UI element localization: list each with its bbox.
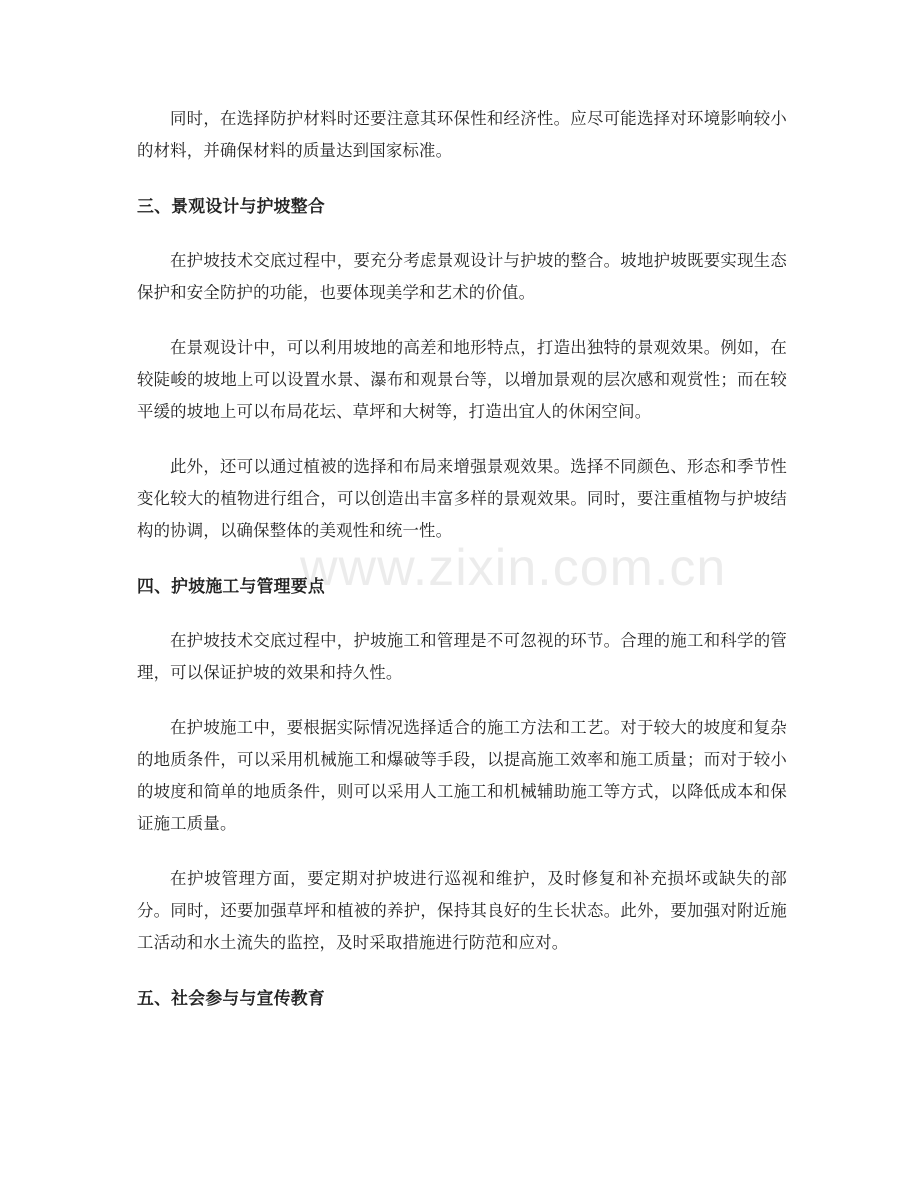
section-heading-public-participation: 五、社会参与与宣传教育 [137, 988, 325, 1008]
paragraph-landscape-design: 在景观设计中，可以利用坡地的高差和地形特点，打造出独特的景观效果。例如，在较陡峻的坡地上可以设置水景、瀑布和观景台等，以增加景观的层次感和观赏性；而在较平缓的坡地上可以布局花坛、草坪和大树等，打造出宜人的休闲空间。 [137, 338, 787, 421]
watermark: www.zixin.com.cn [300, 539, 727, 597]
paragraph-material-selection: 同时，在选择防护材料时还要注意其环保性和经济性。应尽可能选择对环境影响较小的材料，并确保材料的质量达到国家标准。 [137, 109, 787, 160]
paragraph-construction-methods: 在护坡施工中，要根据实际情况选择适合的施工方法和工艺。对于较大的坡度和复杂的地质条件，可以采用机械施工和爆破等手段，以提高施工效率和施工质量；而对于较小的坡度和简单的地质条件，则可以采用人工施工和机械辅助施工等方式，以降低成本和保证施工质量。 [137, 718, 787, 833]
paragraph-landscape-integration: 在护坡技术交底过程中，要充分考虑景观设计与护坡的整合。坡地护坡既要实现生态保护和安全防护的功能，也要体现美学和艺术的价值。 [137, 251, 787, 302]
paragraph-vegetation: 此外，还可以通过植被的选择和布局来增强景观效果。选择不同颜色、形态和季节性变化较大的植物进行组合，可以创造出丰富多样的景观效果。同时，要注重植物与护坡结构的协调，以确保整体的美观性和统一性。 [137, 457, 787, 540]
paragraph-maintenance: 在护坡管理方面，要定期对护坡进行巡视和维护，及时修复和补充损坏或缺失的部分。同时，还要加强草坪和植被的养护，保持其良好的生长状态。此外，要加强对附近施工活动和水土流失的监控，及时采取措施进行防范和应对。 [137, 869, 787, 952]
paragraph-construction-intro: 在护坡技术交底过程中，护坡施工和管理是不可忽视的环节。合理的施工和科学的管理，可以保证护坡的效果和持久性。 [137, 631, 787, 682]
section-heading-landscape: 三、景观设计与护坡整合 [137, 196, 325, 216]
section-heading-construction: 四、护坡施工与管理要点 [137, 576, 325, 596]
